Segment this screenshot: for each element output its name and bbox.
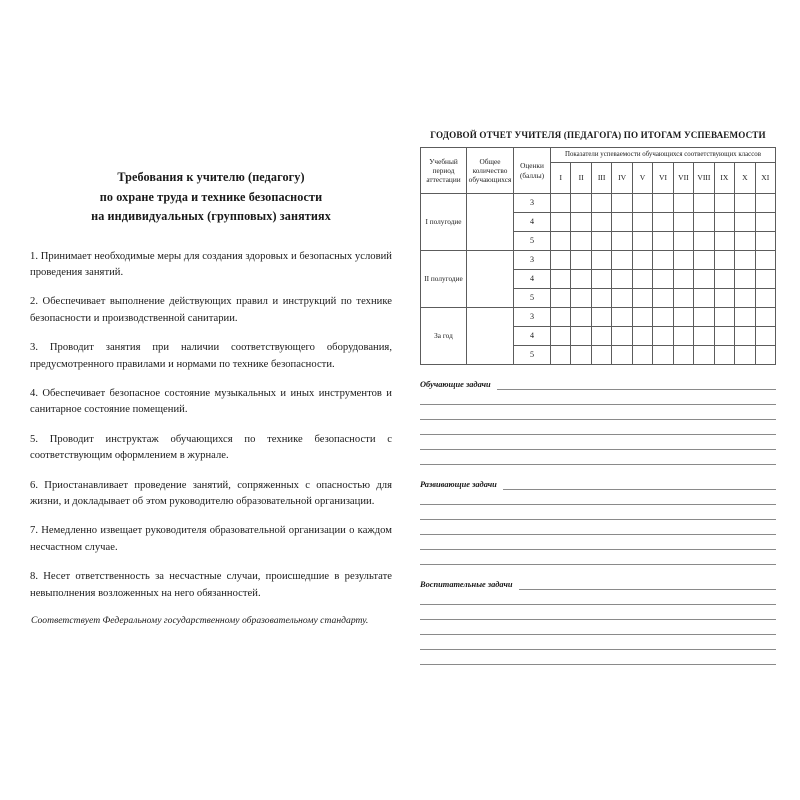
write-line[interactable] [420, 450, 776, 465]
column-header-class: II [571, 163, 591, 194]
count-input-cell[interactable] [467, 251, 514, 308]
grade-input-cell[interactable] [673, 270, 693, 289]
write-line[interactable] [420, 420, 776, 435]
section-label: Обучающие задачи [420, 380, 491, 389]
score-label: 5 [514, 289, 551, 308]
score-label: 3 [514, 194, 551, 213]
grade-input-cell[interactable] [735, 251, 755, 270]
count-input-cell[interactable] [467, 308, 514, 365]
column-header-class: I [551, 163, 571, 194]
clause-item: 5. Проводит инструктаж обучающихся по технике безопасности с соответствующим оформлением в журнале. [30, 433, 392, 462]
table-header [421, 148, 776, 194]
grade-input-cell[interactable] [653, 232, 673, 251]
grade-input-cell[interactable] [632, 327, 652, 346]
column-header-class: XI [755, 163, 775, 194]
write-line[interactable] [420, 505, 776, 520]
grade-input-cell[interactable] [612, 251, 632, 270]
grade-input-cell[interactable] [653, 251, 673, 270]
grade-input-cell[interactable] [571, 289, 591, 308]
grade-input-cell[interactable] [653, 289, 673, 308]
safety-requirements-column [30, 168, 392, 602]
grade-input-cell[interactable] [632, 213, 652, 232]
write-line[interactable] [420, 635, 776, 650]
grade-input-cell[interactable] [714, 251, 734, 270]
clause-item: 4. Обеспечивает безопасное состояние музыкальных и иных инструментов и санитарное состояние помещений. [30, 387, 392, 416]
score-label: 5 [514, 346, 551, 365]
grade-input-cell[interactable] [735, 289, 755, 308]
grade-input-cell[interactable] [694, 213, 714, 232]
grade-input-cell[interactable] [653, 270, 673, 289]
grade-input-cell[interactable] [612, 308, 632, 327]
grade-input-cell[interactable] [632, 289, 652, 308]
grade-input-cell[interactable] [551, 194, 571, 213]
grade-input-cell[interactable] [632, 232, 652, 251]
report-title: ГОДОВОЙ ОТЧЕТ УЧИТЕЛЯ (ПЕДАГОГА) ПО ИТОГАМ УСПЕВАЕМОСТИ [430, 130, 766, 140]
grade-input-cell[interactable] [612, 327, 632, 346]
column-header-class: VI [653, 163, 673, 194]
grade-input-cell[interactable] [673, 308, 693, 327]
grade-input-cell[interactable] [612, 213, 632, 232]
grade-input-cell[interactable] [735, 270, 755, 289]
grade-input-cell[interactable] [755, 308, 775, 327]
grade-input-cell[interactable] [591, 270, 611, 289]
grade-input-cell[interactable] [694, 232, 714, 251]
grade-input-cell[interactable] [714, 270, 734, 289]
column-header-class: IX [714, 163, 734, 194]
grade-input-cell[interactable] [673, 346, 693, 365]
table-body [421, 194, 776, 365]
section-header [420, 479, 776, 490]
grade-input-cell[interactable] [591, 213, 611, 232]
column-header-class: VIII [694, 163, 714, 194]
grade-input-cell[interactable] [735, 232, 755, 251]
page-title-line-2: по охране труда и технике безопасности [99, 189, 323, 204]
grade-input-cell[interactable] [551, 346, 571, 365]
grade-input-cell[interactable] [673, 213, 693, 232]
grade-input-cell[interactable] [632, 270, 652, 289]
write-line[interactable] [497, 380, 776, 390]
grade-input-cell[interactable] [591, 346, 611, 365]
grade-input-cell[interactable] [673, 232, 693, 251]
grade-input-cell[interactable] [694, 308, 714, 327]
section-header [420, 579, 776, 590]
write-line[interactable] [420, 435, 776, 450]
grade-input-cell[interactable] [612, 346, 632, 365]
grade-input-cell[interactable] [632, 308, 652, 327]
grade-input-cell[interactable] [551, 232, 571, 251]
write-line[interactable] [503, 480, 776, 490]
column-header-class: V [632, 163, 652, 194]
grade-input-cell[interactable] [755, 327, 775, 346]
period-label: II полугодие [421, 251, 467, 308]
period-label: За год [421, 308, 467, 365]
grade-input-cell[interactable] [591, 289, 611, 308]
grade-input-cell[interactable] [551, 251, 571, 270]
table-row [421, 251, 776, 270]
column-header-count: Общее количество обучающихся [467, 148, 514, 194]
grade-input-cell[interactable] [612, 194, 632, 213]
grade-input-cell[interactable] [735, 327, 755, 346]
grade-input-cell[interactable] [714, 213, 734, 232]
grade-input-cell[interactable] [714, 308, 734, 327]
write-line[interactable] [420, 390, 776, 405]
grade-input-cell[interactable] [755, 270, 775, 289]
write-line[interactable] [420, 620, 776, 635]
grade-input-cell[interactable] [653, 346, 673, 365]
score-label: 4 [514, 327, 551, 346]
clause-item: 3. Проводит занятия при наличии соответствующего оборудования, предусмотренного правилами и нормами по технике безопасности. [30, 342, 392, 370]
grade-input-cell[interactable] [591, 251, 611, 270]
clause-item: 1. Принимает необходимые меры для создания здоровых и безопасных условий проведения занятий. [30, 250, 392, 278]
column-header-period: Учебный период аттестации [421, 148, 467, 194]
page-title-line-1: Требования к учителю (педагогу) [117, 170, 305, 184]
grade-input-cell[interactable] [571, 346, 591, 365]
grade-input-cell[interactable] [735, 346, 755, 365]
grade-input-cell[interactable] [673, 251, 693, 270]
grade-input-cell[interactable] [755, 213, 775, 232]
grade-input-cell[interactable] [714, 346, 734, 365]
write-line[interactable] [420, 590, 776, 605]
grade-input-cell[interactable] [673, 289, 693, 308]
grade-input-cell[interactable] [571, 327, 591, 346]
section-label: Воспитательные задачи [420, 580, 513, 589]
annual-report-column [420, 130, 776, 665]
grade-input-cell[interactable] [653, 308, 673, 327]
grade-input-cell[interactable] [571, 213, 591, 232]
grade-input-cell[interactable] [694, 346, 714, 365]
grade-input-cell[interactable] [571, 232, 591, 251]
write-line[interactable] [420, 490, 776, 505]
grade-input-cell[interactable] [755, 346, 775, 365]
write-line[interactable] [420, 650, 776, 665]
grade-input-cell[interactable] [551, 289, 571, 308]
standard-compliance-note: Соответствует Федеральному государственному образовательному стандарту. [31, 615, 369, 626]
grade-input-cell[interactable] [694, 251, 714, 270]
column-header-class: III [591, 163, 611, 194]
clause-item: 8. Несет ответственность за несчастные случаи, происшедшие в результате невыполнения возложенных на него обязанностей. [30, 571, 392, 599]
table-row [421, 308, 776, 327]
write-line[interactable] [420, 605, 776, 620]
table-header-row-top [421, 148, 776, 163]
grade-input-cell[interactable] [571, 270, 591, 289]
count-input-cell[interactable] [467, 194, 514, 251]
write-line[interactable] [420, 520, 776, 535]
grade-input-cell[interactable] [714, 232, 734, 251]
grade-input-cell[interactable] [612, 270, 632, 289]
write-line[interactable] [420, 550, 776, 565]
section-header [420, 379, 776, 390]
table-row [421, 194, 776, 213]
section-label: Развивающие задачи [420, 480, 497, 489]
score-label: 4 [514, 270, 551, 289]
grade-input-cell[interactable] [755, 232, 775, 251]
page-title-line-3: на индивидуальных (групповых) занятиях [91, 209, 331, 223]
grade-input-cell[interactable] [632, 194, 652, 213]
grade-input-cell[interactable] [571, 194, 591, 213]
column-header-score: Оценки (баллы) [514, 148, 551, 194]
grade-input-cell[interactable] [694, 194, 714, 213]
grade-input-cell[interactable] [714, 327, 734, 346]
column-header-class: X [735, 163, 755, 194]
grade-input-cell[interactable] [714, 194, 734, 213]
grade-input-cell[interactable] [591, 327, 611, 346]
section-developmental-tasks [420, 479, 776, 565]
grade-input-cell[interactable] [694, 327, 714, 346]
section-teaching-tasks [420, 379, 776, 465]
grade-input-cell[interactable] [551, 308, 571, 327]
grade-input-cell[interactable] [673, 327, 693, 346]
grade-input-cell[interactable] [591, 308, 611, 327]
score-label: 4 [514, 213, 551, 232]
grade-input-cell[interactable] [653, 194, 673, 213]
grade-input-cell[interactable] [551, 213, 571, 232]
score-label: 5 [514, 232, 551, 251]
grade-input-cell[interactable] [735, 194, 755, 213]
write-line[interactable] [420, 405, 776, 420]
grade-input-cell[interactable] [551, 327, 571, 346]
grade-input-cell[interactable] [673, 194, 693, 213]
grade-input-cell[interactable] [632, 346, 652, 365]
grade-input-cell[interactable] [694, 270, 714, 289]
clause-item: 7. Немедленно извещает руководителя образовательной организации о каждом несчастном случае. [30, 525, 392, 553]
write-line[interactable] [420, 535, 776, 550]
clause-item: 2. Обеспечивает выполнение действующих правил и инструкций по технике безопасности и производственной санитарии. [30, 296, 392, 324]
section-educational-tasks [420, 579, 776, 665]
grade-input-cell[interactable] [591, 232, 611, 251]
grade-input-cell[interactable] [755, 194, 775, 213]
grade-input-cell[interactable] [612, 232, 632, 251]
column-header-classes-group: Показатели успеваемости обучающихся соответствующих классов [551, 148, 776, 163]
grade-input-cell[interactable] [653, 213, 673, 232]
grade-input-cell[interactable] [735, 213, 755, 232]
grade-input-cell[interactable] [755, 251, 775, 270]
write-line[interactable] [519, 580, 776, 590]
column-header-class: VII [673, 163, 693, 194]
performance-table [420, 147, 776, 365]
page-title [30, 168, 392, 227]
score-label: 3 [514, 251, 551, 270]
grade-input-cell[interactable] [612, 289, 632, 308]
clause-item: 6. Приостанавливает проведение занятий, сопряженных с опасностью для жизни, и докладывает об этом руководителю образовательной организации. [30, 479, 392, 507]
grade-input-cell[interactable] [694, 289, 714, 308]
grade-input-cell[interactable] [714, 289, 734, 308]
grade-input-cell[interactable] [551, 270, 571, 289]
grade-input-cell[interactable] [735, 308, 755, 327]
period-label: I полугодие [421, 194, 467, 251]
grade-input-cell[interactable] [653, 327, 673, 346]
grade-input-cell[interactable] [591, 194, 611, 213]
column-header-class: IV [612, 163, 632, 194]
grade-input-cell[interactable] [755, 289, 775, 308]
grade-input-cell[interactable] [632, 251, 652, 270]
grade-input-cell[interactable] [571, 251, 591, 270]
score-label: 3 [514, 308, 551, 327]
grade-input-cell[interactable] [571, 308, 591, 327]
